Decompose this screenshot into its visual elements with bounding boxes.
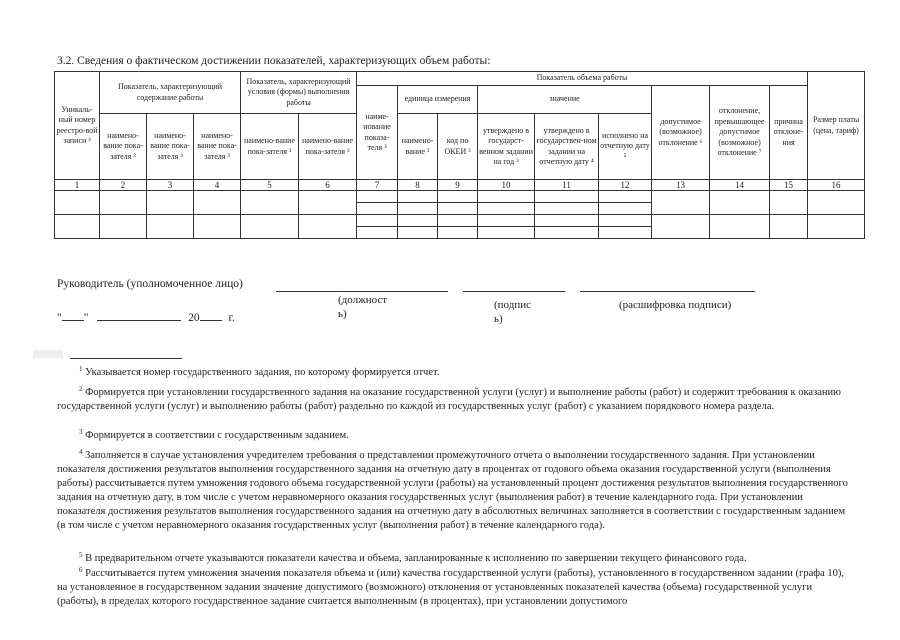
- signature-caption: (подпис ь): [494, 299, 531, 325]
- position-caption: (должност ь): [338, 294, 388, 320]
- header-fee: Размер платы (цена, тариф): [808, 72, 865, 180]
- column-number: 14: [710, 180, 770, 191]
- date-quote-open: ": [57, 312, 62, 324]
- header-exceeding-deviation: отклонение, превышающее допустимое (возможное) отклонение ⁷: [710, 86, 770, 180]
- column-number: 11: [535, 180, 599, 191]
- footnote-number: 1: [79, 365, 83, 373]
- decoding-line: [580, 291, 755, 292]
- year-prefix: 20: [188, 312, 200, 324]
- footnote-number: 3: [79, 428, 83, 436]
- column-number: 7: [357, 180, 398, 191]
- footnote-text: Указывается номер государственного задания, по которому формируется отчет.: [85, 367, 440, 378]
- section-title: 3.2. Сведения о фактическом достижении показателей, характеризующих объем работы:: [57, 55, 491, 67]
- header-content-name-2: наимено-вание пока-зателя ³: [147, 114, 194, 180]
- column-number: 1: [55, 180, 100, 191]
- date-row: [57, 312, 235, 324]
- year-blank: [200, 320, 222, 321]
- footnote-text: Формируется в соответствии с государственным заданием.: [85, 430, 349, 441]
- header-value: значение: [478, 86, 652, 114]
- header-volume-indicator: Показатель объема работы: [357, 72, 808, 86]
- table-row: [55, 191, 865, 203]
- footnote-1: [57, 366, 852, 380]
- footnote-number: 5: [79, 551, 83, 559]
- footnote-text: Рассчитывается путем умножения значения показателя объема и (или) качества государственной услуги (работы), установленного в государственном задании (графа 10), на установленное в государственном задании значение допустимого (возможного) отклонения от установленных показателей качества (объема) государственной услуги (работы), в пределах которого государственное задание считается выполненным (в процентах), при установлении допустимого: [57, 568, 844, 607]
- column-number: 10: [478, 180, 535, 191]
- header-conditions-name-1: наимено-вание пока-зателя ³: [241, 114, 299, 180]
- table-row: [55, 215, 865, 227]
- footnote-text: Заполняется в случае установления учредителем требования о представлении промежуточного отчета о выполнении государственного задания. При установлении показателя достижения результатов выполнения государственного задания на отчетную дату в процентах от годового объема оказания государственной услуги (выполнения работы) рассчитывается путем умножения годового объема государственной услуги (работы) на установленный процент достижения результатов выполнения государственного задания на отчетную дату, в том числе с учетом неравномерного оказания государственных услуг (выполнения работ) в течение календарного года. При установлении показателя достижения результатов выполнения государственного задания на отчетную дату в абсолютных величинах заполняется в соответствии с государственным заданием (в том числе с учетом неравномерного оказания государственных услуг (выполнения работ) в течение календарного года).: [57, 450, 848, 531]
- scan-smudge: [33, 350, 63, 358]
- column-number: 5: [241, 180, 299, 191]
- header-content-name-1: наимено-вание пока-зателя ³: [100, 114, 147, 180]
- header-conditions-indicator: Показатель, характеризующий условия (формы) выполнения работы: [241, 72, 357, 114]
- header-deviation-reason: причина отклоне-ния: [770, 86, 808, 180]
- column-number: 3: [147, 180, 194, 191]
- header-unique-number: Уникаль-ный номер реестро-вой записи ³: [55, 72, 100, 180]
- footnote-2: [57, 386, 852, 414]
- date-quote-close: ": [83, 312, 89, 324]
- footnote-number: 2: [79, 385, 83, 393]
- volume-report-table: [54, 71, 865, 239]
- column-number: 13: [652, 180, 710, 191]
- signature-line: [463, 291, 565, 292]
- column-number: 16: [808, 180, 865, 191]
- header-unit-name: наимено-вание ³: [398, 114, 438, 180]
- column-number: 12: [599, 180, 652, 191]
- footnote-6: [57, 567, 852, 609]
- day-blank: [62, 320, 84, 321]
- footnote-text: Формируется при установлении государственного задания на оказание государственной услуги (услуг) и выполнение работы (работ) и содержит требования к оказанию государственной услуги (услуг) и выполнению работы (работ) раздельно по каждой из государственных услуг (работ) с указанием порядкового номера раздела.: [57, 387, 841, 412]
- header-approved-date: утверждено в государствен-ном задании на отчетную дату ⁴: [535, 114, 599, 180]
- column-number: 15: [770, 180, 808, 191]
- month-blank: [97, 320, 181, 321]
- header-content-name-3: наимено-вание пока-зателя ³: [194, 114, 241, 180]
- footnote-text: В предварительном отчете указываются показатели качества и объема, запланированные к исполнению по завершении текущего финансового года.: [85, 553, 747, 564]
- header-allowed-deviation: допустимое (возможное) отклонение ⁶: [652, 86, 710, 180]
- column-number: 8: [398, 180, 438, 191]
- header-unit: единица измерения: [398, 86, 478, 114]
- header-done: исполнено на отчетную дату ⁵: [599, 114, 652, 180]
- footnote-number: 6: [79, 566, 83, 574]
- signature-label: Руководитель (уполномоченное лицо): [57, 278, 243, 290]
- year-suffix: г.: [228, 312, 235, 324]
- header-okei-code: код по ОКЕИ ³: [438, 114, 478, 180]
- footnote-3: [57, 429, 852, 443]
- column-number: 2: [100, 180, 147, 191]
- column-number: 9: [438, 180, 478, 191]
- header-content-indicator: Показатель, характеризующий содержание работы: [100, 72, 241, 114]
- column-number-row: [55, 180, 865, 191]
- header-approved-year: утверждено в государст-венном задании на год ³: [478, 114, 535, 180]
- column-number: 6: [299, 180, 357, 191]
- position-line: [276, 291, 448, 292]
- header-conditions-name-2: наимено-вание пока-зателя ³: [299, 114, 357, 180]
- footnote-5: [57, 552, 852, 566]
- footnote-4: [57, 449, 852, 533]
- footnote-number: 4: [79, 448, 83, 456]
- column-number: 4: [194, 180, 241, 191]
- header-indicator-name: наиме-нование показа-теля ³: [357, 86, 398, 180]
- decoding-caption: (расшифровка подписи): [619, 299, 732, 311]
- footnote-separator: [70, 358, 182, 359]
